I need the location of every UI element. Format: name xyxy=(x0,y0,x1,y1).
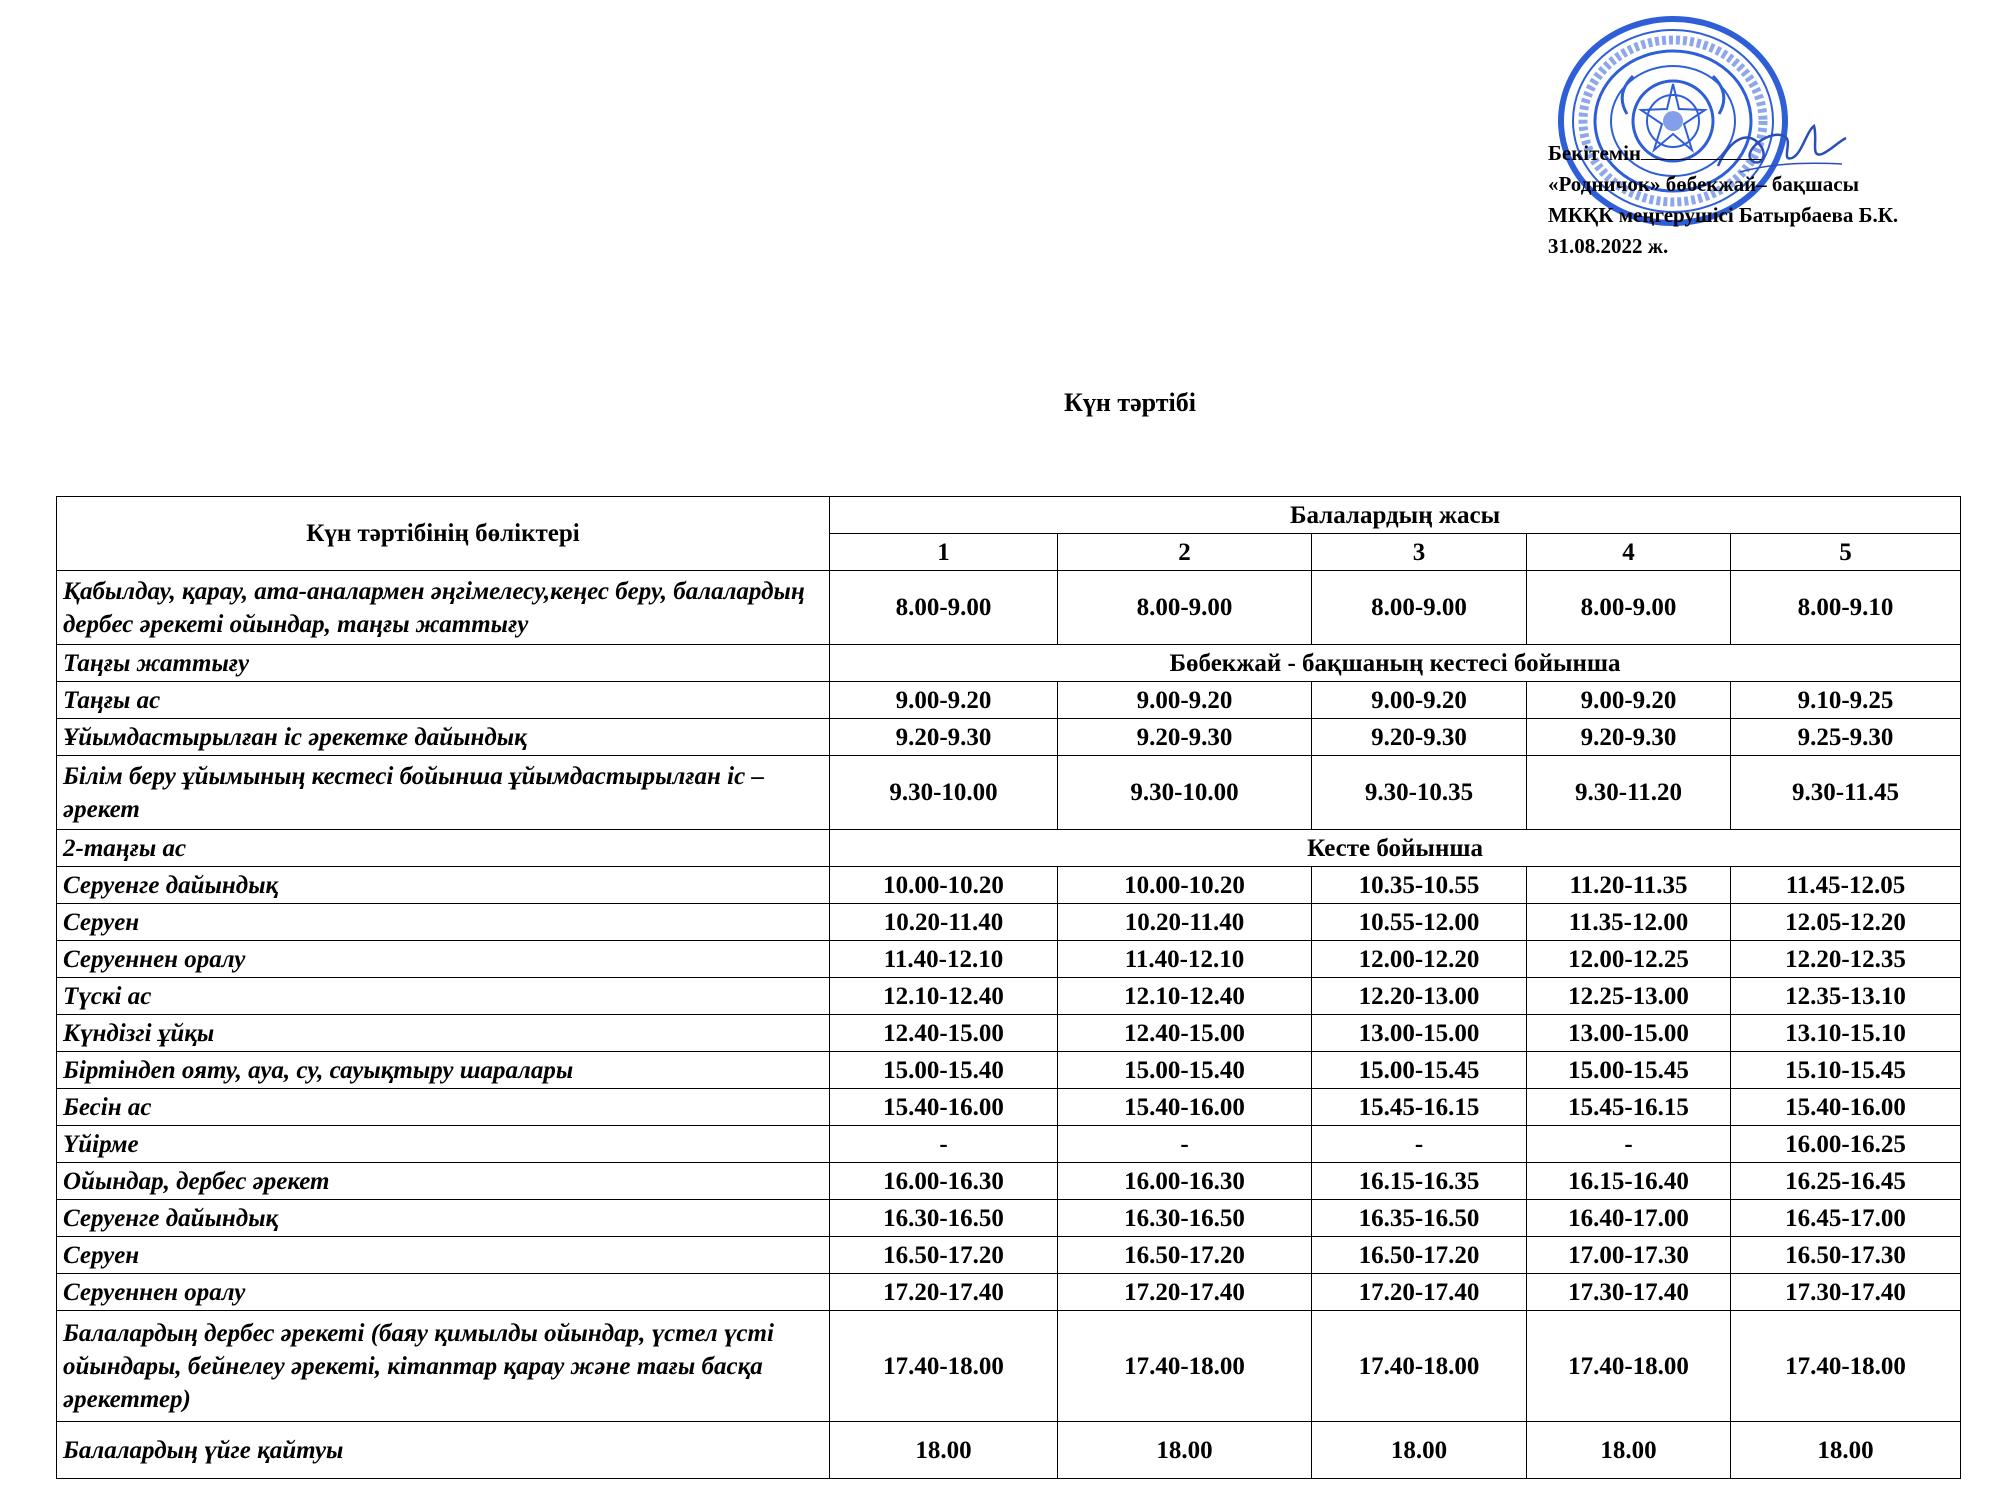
merged-schedule-cell: Бөбекжай - бақшаның кестесі бойынша xyxy=(830,645,1961,682)
time-cell: 17.30-17.40 xyxy=(1731,1274,1961,1311)
routine-part-cell: Ұйымдастырылған іс әрекетке дайындық xyxy=(57,719,830,756)
time-cell: 12.40-15.00 xyxy=(830,1015,1058,1052)
time-cell: 15.40-16.00 xyxy=(1731,1089,1961,1126)
table-row xyxy=(57,978,1961,1015)
header-age: Балалардың жасы xyxy=(830,497,1961,534)
time-cell: 9.20-9.30 xyxy=(830,719,1058,756)
table-row xyxy=(57,1274,1961,1311)
table-row xyxy=(57,1089,1961,1126)
time-cell: 16.30-16.50 xyxy=(830,1200,1058,1237)
time-cell: 12.40-15.00 xyxy=(1058,1015,1312,1052)
routine-part-cell: Серуенге дайындық xyxy=(57,867,830,904)
routine-part-cell: Қабылдау, қарау, ата-аналармен әңгімелесу,кеңес беру, балалардың дербес әрекеті ойындар, таңғы жаттығу xyxy=(57,571,830,645)
time-cell: 8.00-9.00 xyxy=(1527,571,1731,645)
schedule-table-body xyxy=(57,497,1961,1479)
time-cell: 12.00-12.20 xyxy=(1312,941,1527,978)
time-cell: - xyxy=(830,1126,1058,1163)
time-cell: 8.00-9.00 xyxy=(1312,571,1527,645)
time-cell: 15.40-16.00 xyxy=(830,1089,1058,1126)
time-cell: 17.40-18.00 xyxy=(1058,1311,1312,1422)
routine-part-cell: Күндізгі ұйқы xyxy=(57,1015,830,1052)
time-cell: 16.50-17.20 xyxy=(1312,1237,1527,1274)
time-cell: 11.40-12.10 xyxy=(830,941,1058,978)
table-row xyxy=(57,1163,1961,1200)
time-cell: 12.25-13.00 xyxy=(1527,978,1731,1015)
routine-part-cell: Ойындар, дербес әрекет xyxy=(57,1163,830,1200)
time-cell: 9.30-10.00 xyxy=(1058,756,1312,830)
approval-line-3: МКҚК меңгерушісі Батырбаева Б.К. xyxy=(1548,203,1899,227)
header-age-col: 3 xyxy=(1312,534,1527,571)
time-cell: 18.00 xyxy=(1058,1422,1312,1479)
time-cell: 9.00-9.20 xyxy=(830,682,1058,719)
table-row xyxy=(57,1237,1961,1274)
time-cell: 11.40-12.10 xyxy=(1058,941,1312,978)
signature-line xyxy=(1641,159,1761,160)
time-cell: - xyxy=(1058,1126,1312,1163)
time-cell: 12.10-12.40 xyxy=(830,978,1058,1015)
time-cell: 16.45-17.00 xyxy=(1731,1200,1961,1237)
table-row xyxy=(57,1015,1961,1052)
table-row xyxy=(57,830,1961,867)
time-cell: 18.00 xyxy=(1312,1422,1527,1479)
header-row xyxy=(57,497,1961,534)
table-row xyxy=(57,682,1961,719)
time-cell: 16.15-16.40 xyxy=(1527,1163,1731,1200)
time-cell: 15.40-16.00 xyxy=(1058,1089,1312,1126)
time-cell: 9.20-9.30 xyxy=(1312,719,1527,756)
table-row xyxy=(57,1422,1961,1479)
routine-part-cell: Серуен xyxy=(57,904,830,941)
time-cell: 15.00-15.45 xyxy=(1527,1052,1731,1089)
time-cell: 16.50-17.20 xyxy=(830,1237,1058,1274)
time-cell: 12.20-13.00 xyxy=(1312,978,1527,1015)
approval-line-2: «Родничок» бөбекжай– бақшасы xyxy=(1548,172,1859,196)
header-parts: Күн тәртібінің бөліктері xyxy=(57,497,830,571)
time-cell: 17.40-18.00 xyxy=(830,1311,1058,1422)
routine-part-cell: Серуенге дайындық xyxy=(57,1200,830,1237)
routine-part-cell: Таңғы ас xyxy=(57,682,830,719)
time-cell: 9.00-9.20 xyxy=(1527,682,1731,719)
header-age-col: 1 xyxy=(830,534,1058,571)
time-cell: 10.00-10.20 xyxy=(1058,867,1312,904)
table-row xyxy=(57,756,1961,830)
time-cell: 9.25-9.30 xyxy=(1731,719,1961,756)
time-cell: 16.00-16.30 xyxy=(830,1163,1058,1200)
time-cell: 9.00-9.20 xyxy=(1058,682,1312,719)
time-cell: - xyxy=(1527,1126,1731,1163)
time-cell: 9.30-10.35 xyxy=(1312,756,1527,830)
time-cell: 16.50-17.20 xyxy=(1058,1237,1312,1274)
routine-part-cell: Серуен xyxy=(57,1237,830,1274)
time-cell: 10.35-10.55 xyxy=(1312,867,1527,904)
time-cell: 17.20-17.40 xyxy=(1058,1274,1312,1311)
table-row xyxy=(57,571,1961,645)
time-cell: 13.10-15.10 xyxy=(1731,1015,1961,1052)
time-cell: 15.00-15.40 xyxy=(1058,1052,1312,1089)
routine-part-cell: Серуеннен оралу xyxy=(57,1274,830,1311)
time-cell: 9.20-9.30 xyxy=(1058,719,1312,756)
time-cell: 9.30-11.20 xyxy=(1527,756,1731,830)
time-cell: 12.20-12.35 xyxy=(1731,941,1961,978)
time-cell: 9.20-9.30 xyxy=(1527,719,1731,756)
document-title: Күн тәртібі xyxy=(1064,388,1196,417)
time-cell: 16.50-17.30 xyxy=(1731,1237,1961,1274)
time-cell: 9.30-10.00 xyxy=(830,756,1058,830)
table-row xyxy=(57,904,1961,941)
time-cell: 17.20-17.40 xyxy=(1312,1274,1527,1311)
time-cell: 17.40-18.00 xyxy=(1527,1311,1731,1422)
time-cell: 12.05-12.20 xyxy=(1731,904,1961,941)
table-row xyxy=(57,1126,1961,1163)
time-cell: 17.20-17.40 xyxy=(830,1274,1058,1311)
header-age-col: 2 xyxy=(1058,534,1312,571)
table-row xyxy=(57,1200,1961,1237)
table-row xyxy=(57,1311,1961,1422)
routine-part-cell: Балалардың үйге қайтуы xyxy=(57,1422,830,1479)
time-cell: 16.25-16.45 xyxy=(1731,1163,1961,1200)
time-cell: 11.45-12.05 xyxy=(1731,867,1961,904)
schedule-table xyxy=(56,496,1961,1479)
approval-line-1: Бекітемін xyxy=(1548,141,1642,165)
routine-part-cell: Бесін ас xyxy=(57,1089,830,1126)
time-cell: 16.15-16.35 xyxy=(1312,1163,1527,1200)
header-age-col: 5 xyxy=(1731,534,1961,571)
merged-schedule-cell: Кесте бойынша xyxy=(830,830,1961,867)
time-cell: 17.40-18.00 xyxy=(1731,1311,1961,1422)
table-row xyxy=(57,1052,1961,1089)
routine-part-cell: Біртіндеп ояту, ауа, су, сауықтыру шаралары xyxy=(57,1052,830,1089)
time-cell: 13.00-15.00 xyxy=(1312,1015,1527,1052)
time-cell: 10.20-11.40 xyxy=(1058,904,1312,941)
time-cell: 12.10-12.40 xyxy=(1058,978,1312,1015)
time-cell: 15.10-15.45 xyxy=(1731,1052,1961,1089)
table-row xyxy=(57,941,1961,978)
time-cell: 8.00-9.00 xyxy=(830,571,1058,645)
time-cell: 13.00-15.00 xyxy=(1527,1015,1731,1052)
time-cell: 9.30-11.45 xyxy=(1731,756,1961,830)
time-cell: 17.00-17.30 xyxy=(1527,1237,1731,1274)
time-cell: 16.35-16.50 xyxy=(1312,1200,1527,1237)
routine-part-cell: Үйірме xyxy=(57,1126,830,1163)
time-cell: 18.00 xyxy=(1527,1422,1731,1479)
table-row xyxy=(57,719,1961,756)
routine-part-cell: Білім беру ұйымының кестесі бойынша ұйымдастырылған іс –әрекет xyxy=(57,756,830,830)
time-cell: 17.40-18.00 xyxy=(1312,1311,1527,1422)
time-cell: 10.20-11.40 xyxy=(830,904,1058,941)
routine-part-cell: Серуеннен оралу xyxy=(57,941,830,978)
time-cell: - xyxy=(1312,1126,1527,1163)
time-cell: 15.00-15.45 xyxy=(1312,1052,1527,1089)
time-cell: 12.35-13.10 xyxy=(1731,978,1961,1015)
time-cell: 10.55-12.00 xyxy=(1312,904,1527,941)
table-row xyxy=(57,645,1961,682)
header-age-col: 4 xyxy=(1527,534,1731,571)
time-cell: 15.00-15.40 xyxy=(830,1052,1058,1089)
time-cell: 9.10-9.25 xyxy=(1731,682,1961,719)
time-cell: 8.00-9.10 xyxy=(1731,571,1961,645)
time-cell: 11.35-12.00 xyxy=(1527,904,1731,941)
routine-part-cell: 2-таңғы ас xyxy=(57,830,830,867)
table-row xyxy=(57,867,1961,904)
time-cell: 8.00-9.00 xyxy=(1058,571,1312,645)
routine-part-cell: Таңғы жаттығу xyxy=(57,645,830,682)
time-cell: 18.00 xyxy=(830,1422,1058,1479)
routine-part-cell: Балалардың дербес әрекеті (баяу қимылды ойындар, үстел үсті ойындары, бейнелеу әрекеті, кітаптар қарау және тағы басқа әрекеттер) xyxy=(57,1311,830,1422)
routine-part-cell: Түскі ас xyxy=(57,978,830,1015)
time-cell: 9.00-9.20 xyxy=(1312,682,1527,719)
time-cell: 15.45-16.15 xyxy=(1527,1089,1731,1126)
approval-block xyxy=(1548,138,1898,262)
time-cell: 11.20-11.35 xyxy=(1527,867,1731,904)
time-cell: 15.45-16.15 xyxy=(1312,1089,1527,1126)
time-cell: 12.00-12.25 xyxy=(1527,941,1731,978)
time-cell: 17.30-17.40 xyxy=(1527,1274,1731,1311)
approval-line-4: 31.08.2022 ж. xyxy=(1548,234,1669,258)
time-cell: 16.00-16.30 xyxy=(1058,1163,1312,1200)
time-cell: 16.30-16.50 xyxy=(1058,1200,1312,1237)
time-cell: 10.00-10.20 xyxy=(830,867,1058,904)
time-cell: 16.00-16.25 xyxy=(1731,1126,1961,1163)
time-cell: 16.40-17.00 xyxy=(1527,1200,1731,1237)
time-cell: 18.00 xyxy=(1731,1422,1961,1479)
